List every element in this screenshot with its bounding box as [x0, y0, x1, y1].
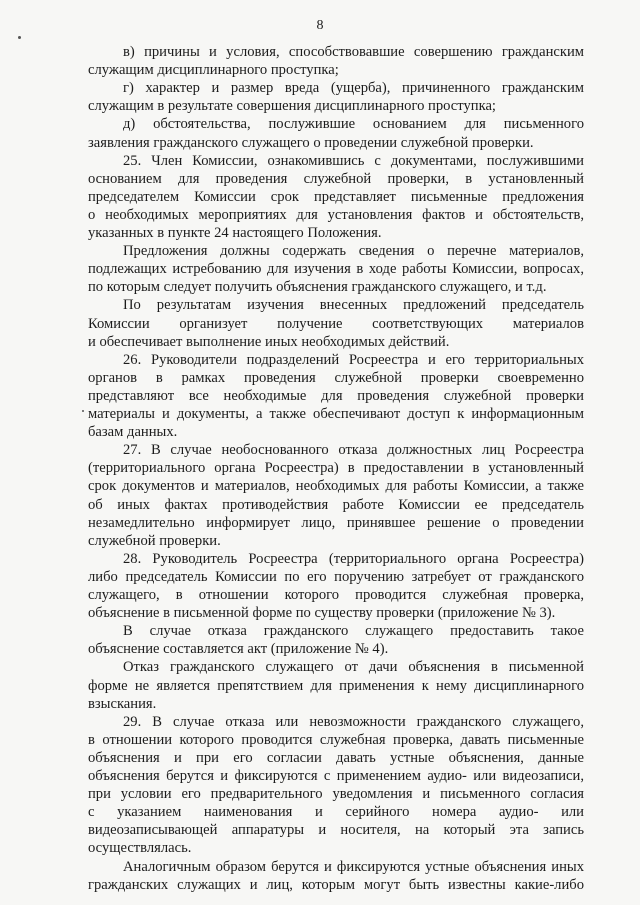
text-line: указанных в пункте 24 настоящего Положения. [88, 225, 382, 241]
text-line: 26. Руководители подразделений Росреестра и его территориальных [123, 351, 584, 368]
scan-speck [82, 410, 84, 412]
text-line: объяснения берутся и фиксируются с применением аудио- или видеозаписи, [88, 768, 584, 784]
text-line: представляют все необходимые для проведения служебной проверки [88, 387, 584, 404]
text-line: и обеспечивает выполнение иных необходимых действий. [88, 333, 450, 350]
text-line: служащим дисциплинарного проступка; [88, 62, 339, 79]
text-line: материалы и документы, а также обеспечивают доступ к информационным [88, 406, 584, 422]
text-line: заявления гражданского служащего о проведении служебной проверки. [88, 134, 534, 151]
text-line: видеозаписывающей аппаратуры и носителя, на который эта запись [88, 822, 584, 839]
text-line: базам данных. [88, 424, 178, 441]
text-line: незамедлительно информирует лицо, принявшее решение о проведении [88, 514, 584, 531]
text-line: 25. Член Комиссии, ознакомившись с документами, послужившими [123, 152, 584, 169]
text-line: форме не является препятствием для применения к нему дисциплинарного [88, 677, 584, 694]
text-line: По результатам изучения внесенных предложений председатель [123, 297, 584, 314]
text-line: подлежащих истребованию для изучения в ходе работы Комиссии, вопросах, [88, 261, 584, 278]
text-line: в отношении которого проводится служебная проверка, давать письменные [88, 731, 584, 748]
text-line: Предложения должны содержать сведения о перечне материалов, [123, 243, 584, 260]
text-line: об иных фактах противодействия работе Комиссии ее председатель [88, 496, 584, 513]
text-line: основанием для проведения служебной проверки, в установленный [88, 170, 584, 187]
text-line: Аналогичным образом берутся и фиксируются устные объяснения иных [123, 858, 584, 875]
text-line: д) обстоятельства, послужившие основанием для письменного [123, 116, 584, 133]
text-line: гражданских служащих и лиц, которым могут быть известны какие-либо [88, 876, 584, 893]
text-line: срок документов и материалов, необходимых для работы Комиссии, а также [88, 478, 584, 495]
text-line: в) причины и условия, способствовавшие совершению гражданским [123, 44, 584, 60]
text-line: либо председатель Комиссии по его поручению затребует от гражданского [88, 568, 584, 585]
page-number: 8 [316, 18, 324, 33]
text-line: (территориального органа Росреестра) в предоставлении в установленный [88, 460, 584, 477]
text-line: служащим в результате совершения дисциплинарного проступка; [88, 98, 496, 115]
text-line: Комиссии организует получение соответствующих материалов [88, 315, 584, 332]
text-line: служащего, в отношении которого проводится служебная проверка, [88, 587, 584, 603]
text-line: председателем Комиссии срок представляет письменные предложения [88, 188, 584, 205]
text-line: о необходимых мероприятиях для установления фактов и обстоятельств, [88, 206, 584, 223]
text-line: объяснение составляется акт (приложение № 4). [88, 641, 389, 658]
text-line: осуществлялась. [88, 840, 192, 857]
scan-speck [18, 36, 21, 39]
text-line: г) характер и размер вреда (ущерба), причиненного гражданским [123, 80, 584, 97]
text-line: органов в рамках проведения служебной проверки своевременно [88, 369, 584, 386]
text-line: 27. В случае необоснованного отказа должностных лиц Росреестра [123, 442, 584, 459]
text-line: с указанием наименования и серийного номера аудио- или [88, 804, 584, 821]
text-line: В случае отказа гражданского служащего предоставить такое [123, 623, 584, 640]
text-line: по которым следует получить объяснения гражданского служащего, и т.д. [88, 279, 547, 296]
text-line: взыскания. [88, 695, 157, 712]
text-line: служебной проверки. [88, 532, 221, 549]
text-line: при условии его предварительного уведомления и письменного согласия [88, 786, 584, 803]
text-line: 29. В случае отказа или невозможности гражданского служащего, [123, 713, 584, 730]
text-line: объяснения и при его согласии давать устные объяснения, данные [88, 749, 584, 766]
text-line: 28. Руководитель Росреестра (территориального органа Росреестра) [123, 550, 584, 567]
text-line: объяснение в письменной форме по существу проверки (приложение № 3). [88, 605, 556, 622]
text-line: Отказ гражданского служащего от дачи объяснения в письменной [123, 659, 584, 676]
